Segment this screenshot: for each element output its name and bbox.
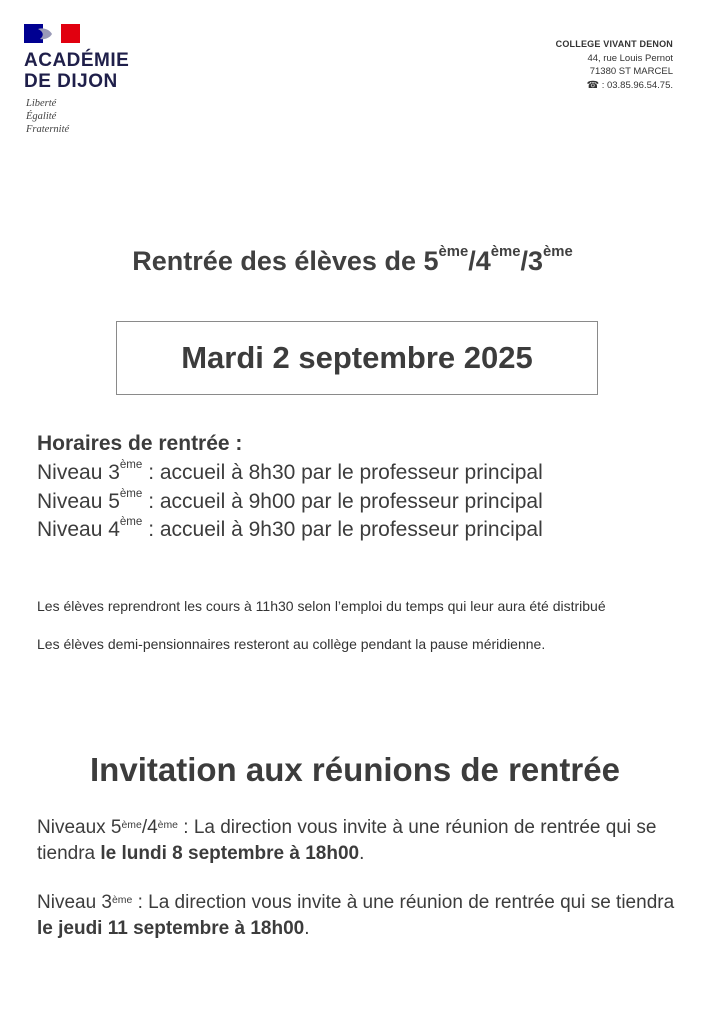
horaire-sup: ème bbox=[119, 516, 143, 529]
horaire-text: : accueil à 9h00 par le professeur principal bbox=[142, 490, 543, 513]
horaire-line-5eme bbox=[37, 490, 543, 514]
horaire-level: Niveau 5 bbox=[37, 490, 120, 513]
note-reprise-cours: Les élèves reprendront les cours à 11h30 selon l’emploi du temps qui leur aura été distribué bbox=[37, 598, 606, 614]
horaires-heading: Horaires de rentrée : bbox=[37, 432, 243, 455]
invitation-date: le lundi 8 septembre à 18h00 bbox=[100, 843, 360, 864]
school-street: 44, rue Louis Pernot bbox=[587, 52, 673, 64]
invitation-sup: ème bbox=[121, 820, 142, 832]
invitation-text: : La direction vous invite à une réunion de rentrée qui se tiendra bbox=[37, 817, 657, 864]
horaire-line-4eme bbox=[37, 518, 543, 542]
horaire-text: : accueil à 9h30 par le professeur principal bbox=[142, 518, 543, 541]
marianne-flag-logo bbox=[24, 24, 80, 43]
school-phone-line bbox=[556, 79, 673, 93]
telephone-icon: ☎ bbox=[586, 79, 600, 91]
title-sup-5: ème bbox=[438, 243, 469, 260]
horaire-sup: ème bbox=[119, 459, 143, 472]
academie-name-line1: ACADÉMIE bbox=[24, 50, 130, 71]
invitation-level-sep: /4 bbox=[141, 817, 158, 838]
invitation-end: . bbox=[304, 918, 310, 939]
horaire-text: : accueil à 8h30 par le professeur principal bbox=[142, 461, 543, 484]
motto-fraternite: Fraternité bbox=[26, 124, 70, 135]
title-sup-3: ème bbox=[542, 243, 573, 260]
invitation-level: Niveaux 5 bbox=[37, 817, 122, 838]
note-demi-pension: Les élèves demi-pensionnaires resteront au collège pendant la pause méridienne. bbox=[37, 636, 546, 652]
invitation-sup: ème bbox=[112, 895, 133, 907]
motto-egalite: Égalité bbox=[26, 111, 57, 122]
academie-name-line2: DE DIJON bbox=[24, 71, 118, 92]
invitation-text: : La direction vous invite à une réunion de rentrée qui se tiendra bbox=[132, 892, 675, 913]
invitation-sup: ème bbox=[157, 820, 178, 832]
invitation-end: . bbox=[359, 843, 365, 864]
date-box bbox=[116, 321, 598, 395]
invitation-3eme bbox=[37, 890, 687, 942]
title-prefix: Rentrée des élèves de 5 bbox=[132, 246, 439, 276]
title-sep-3: /3 bbox=[520, 246, 543, 276]
title-sup-4: ème bbox=[490, 243, 521, 260]
invitation-5eme-4eme bbox=[37, 815, 687, 867]
invitation-date: le jeudi 11 septembre à 18h00 bbox=[37, 918, 305, 939]
title-sep-4: /4 bbox=[468, 246, 491, 276]
page-title bbox=[0, 243, 705, 277]
school-city: 71380 ST MARCEL bbox=[589, 66, 673, 77]
invitation-level: Niveau 3 bbox=[37, 892, 112, 913]
motto-liberte: Liberté bbox=[26, 98, 57, 109]
school-address bbox=[556, 38, 673, 92]
school-phone: : 03.85.96.54.75. bbox=[601, 79, 673, 91]
horaire-level: Niveau 3 bbox=[37, 461, 120, 484]
horaire-sup: ème bbox=[119, 488, 143, 501]
horaire-line-3eme bbox=[37, 461, 543, 485]
horaire-level: Niveau 4 bbox=[37, 518, 120, 541]
rentree-date: Mardi 2 septembre 2025 bbox=[181, 340, 533, 375]
invitation-heading: Invitation aux réunions de rentrée bbox=[90, 751, 620, 788]
school-name: COLLEGE VIVANT DENON bbox=[555, 39, 673, 49]
